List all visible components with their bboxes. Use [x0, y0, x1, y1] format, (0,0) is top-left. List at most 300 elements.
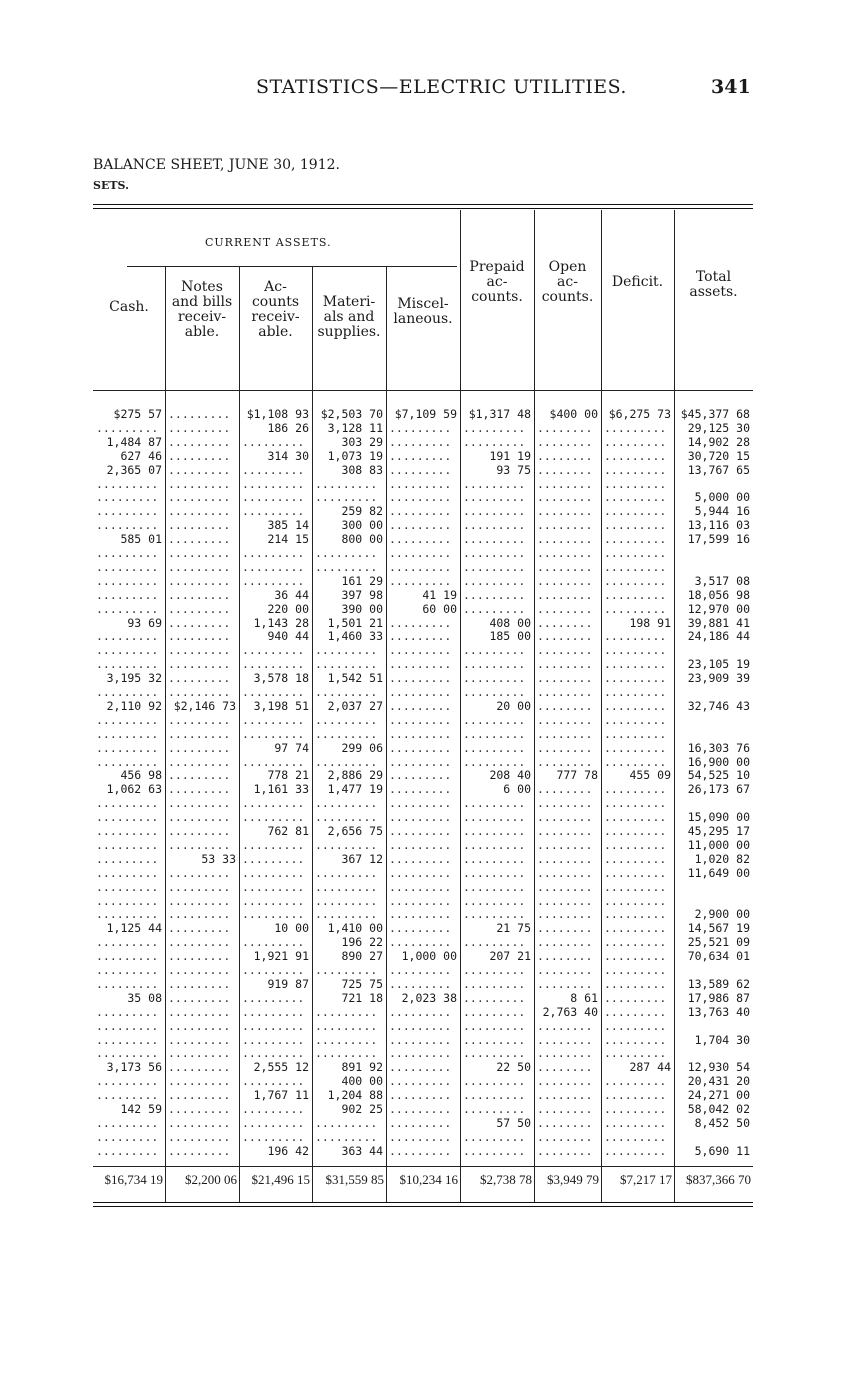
table-cell: 1,484 87: [106, 435, 162, 449]
leader-dots: .........: [168, 727, 231, 741]
leader-dots: .........: [463, 1005, 526, 1019]
leader-dots: .........: [168, 672, 231, 686]
table-cell: 53 33: [201, 852, 236, 866]
total-cell: $16,734 19: [104, 1172, 163, 1187]
table-cell: $2,146 73: [173, 699, 236, 713]
table-title: BALANCE SHEET, JUNE 30, 1912.: [93, 157, 340, 173]
leader-dots: .........: [463, 713, 526, 727]
bottom-rule-inner: [93, 1206, 753, 1207]
table-cell: 367 12: [341, 852, 383, 866]
leader-dots: .........: [96, 894, 159, 908]
leader-dots: ........: [537, 491, 593, 505]
leader-dots: .........: [389, 755, 452, 769]
table-cell: 191 19: [489, 449, 531, 463]
table-cell: 22 50: [496, 1061, 531, 1075]
table-cell: 208 40: [489, 769, 531, 783]
table-cell: 17,986 87: [687, 991, 750, 1005]
leader-dots: .........: [96, 574, 159, 588]
leader-dots: .........: [463, 908, 526, 922]
leader-dots: .........: [96, 825, 159, 838]
leader-dots: .........: [96, 866, 159, 880]
leader-dots: .........: [242, 880, 305, 894]
table-cell: 777 78: [556, 769, 598, 783]
leader-dots: .........: [389, 1116, 452, 1130]
leader-dots: .........: [242, 936, 305, 950]
table-cell: 13,116 03: [687, 519, 750, 533]
leader-dots: ........: [537, 574, 593, 588]
page-header: [0, 76, 867, 106]
group-header-current-assets: CURRENT ASSETS.: [205, 236, 332, 249]
leader-dots: .........: [604, 672, 667, 686]
leader-dots: .........: [96, 727, 159, 741]
leader-dots: .........: [604, 686, 667, 699]
total-cell: $2,200 06: [185, 1172, 237, 1187]
table-cell: 3,198 51: [253, 699, 309, 713]
leader-dots: .........: [168, 769, 231, 783]
total-cell: $837,366 70: [686, 1172, 751, 1187]
leader-dots: .........: [96, 1075, 159, 1089]
table-cell: 21 75: [496, 922, 531, 936]
bottom-rule: [93, 1202, 753, 1203]
table-cell: 3,173 56: [106, 1061, 162, 1075]
leader-dots: ........: [537, 1061, 593, 1075]
leader-dots: .........: [604, 421, 667, 435]
table-cell: 185 00: [489, 630, 531, 644]
leader-dots: .........: [604, 964, 667, 977]
leader-dots: ........: [537, 741, 593, 755]
leader-dots: .........: [96, 547, 159, 560]
leader-dots: .........: [242, 727, 305, 741]
leader-dots: .........: [96, 811, 159, 825]
leader-dots: .........: [96, 977, 159, 991]
table-cell: 60 00: [422, 602, 457, 616]
leader-dots: .........: [389, 686, 452, 699]
leader-dots: .........: [389, 463, 452, 477]
table-cell: 11,649 00: [687, 866, 750, 880]
leader-dots: .........: [389, 560, 452, 574]
leader-dots: .........: [389, 741, 452, 755]
leader-dots: .........: [168, 630, 231, 644]
leader-dots: .........: [463, 644, 526, 658]
leader-dots: .........: [604, 1047, 667, 1061]
table-cell: 2,555 12: [253, 1061, 309, 1075]
table-cell: 2,886 29: [327, 769, 383, 783]
leader-dots: .........: [389, 547, 452, 560]
table-cell: 8,452 50: [694, 1116, 750, 1130]
column-separator: [460, 210, 461, 1202]
totals-row: [93, 1172, 753, 1188]
leader-dots: .........: [242, 1005, 305, 1019]
leader-dots: .........: [168, 588, 231, 602]
table-cell: 97 74: [274, 741, 309, 755]
leader-dots: ........: [537, 505, 593, 519]
leader-dots: .........: [604, 449, 667, 463]
leader-dots: .........: [96, 560, 159, 574]
leader-dots: .........: [242, 755, 305, 769]
leader-dots: .........: [389, 1130, 452, 1144]
leader-dots: .........: [389, 449, 452, 463]
leader-dots: .........: [242, 560, 305, 574]
leader-dots: .........: [604, 880, 667, 894]
leader-dots: .........: [242, 1075, 305, 1089]
leader-dots: .........: [96, 964, 159, 977]
leader-dots: .........: [463, 686, 526, 699]
leader-dots: ........: [537, 727, 593, 741]
table-cell: 161 29: [341, 574, 383, 588]
table-cell: 385 14: [267, 519, 309, 533]
column-header: Prepaid ac-counts.: [469, 259, 525, 305]
table-cell: 2,110 92: [106, 699, 162, 713]
leader-dots: ........: [537, 908, 593, 922]
table-cell: 214 15: [267, 533, 309, 547]
leader-dots: .........: [168, 463, 231, 477]
table-cell: 1,704 30: [694, 1033, 750, 1047]
leader-dots: .........: [168, 713, 231, 727]
leader-dots: .........: [96, 1144, 159, 1158]
leader-dots: .........: [168, 894, 231, 908]
leader-dots: .........: [389, 936, 452, 950]
leader-dots: ........: [537, 880, 593, 894]
leader-dots: .........: [604, 866, 667, 880]
leader-dots: .........: [168, 505, 231, 519]
leader-dots: ........: [537, 477, 593, 491]
table-cell: 26,173 67: [687, 783, 750, 797]
table-cell: 11,000 00: [687, 838, 750, 852]
table-cell: 408 00: [489, 616, 531, 630]
leader-dots: .........: [242, 991, 305, 1005]
column-separator: [674, 210, 675, 1202]
leader-dots: .........: [242, 477, 305, 491]
leader-dots: .........: [168, 1005, 231, 1019]
leader-dots: .........: [604, 1144, 667, 1158]
table-cell: 196 42: [267, 1144, 309, 1158]
leader-dots: .........: [389, 866, 452, 880]
leader-dots: ........: [537, 672, 593, 686]
leader-dots: .........: [168, 491, 231, 505]
leader-dots: .........: [463, 894, 526, 908]
column-separator: [534, 210, 535, 1202]
leader-dots: .........: [389, 1033, 452, 1047]
leader-dots: ........: [537, 811, 593, 825]
leader-dots: .........: [463, 741, 526, 755]
table-cell: 23,105 19: [687, 658, 750, 672]
leader-dots: .........: [604, 533, 667, 547]
leader-dots: .........: [168, 950, 231, 964]
leader-dots: .........: [96, 421, 159, 435]
leader-dots: .........: [96, 1116, 159, 1130]
table-cell: 2,763 40: [542, 1005, 598, 1019]
table-cell: 1,125 44: [106, 922, 162, 936]
leader-dots: ........: [537, 463, 593, 477]
leader-dots: .........: [242, 1130, 305, 1144]
leader-dots: .........: [389, 477, 452, 491]
leader-dots: .........: [168, 616, 231, 630]
table-cell: 2,023 38: [401, 991, 457, 1005]
leader-dots: .........: [463, 1033, 526, 1047]
leader-dots: .........: [604, 644, 667, 658]
leader-dots: ........: [537, 977, 593, 991]
leader-dots: .........: [96, 658, 159, 672]
leader-dots: .........: [96, 838, 159, 852]
table-cell: 456 98: [120, 769, 162, 783]
leader-dots: .........: [463, 866, 526, 880]
table-cell: 778 21: [267, 769, 309, 783]
leader-dots: ........: [537, 936, 593, 950]
leader-dots: .........: [604, 477, 667, 491]
leader-dots: .........: [463, 602, 526, 616]
leader-dots: .........: [389, 797, 452, 811]
leader-dots: .........: [242, 686, 305, 699]
leader-dots: .........: [96, 630, 159, 644]
leader-dots: .........: [315, 880, 378, 894]
leader-dots: .........: [463, 1130, 526, 1144]
table-cell: 940 44: [267, 630, 309, 644]
table-cell: 1,460 33: [327, 630, 383, 644]
table-cell: 2,656 75: [327, 825, 383, 838]
table-cell: 363 44: [341, 1144, 383, 1158]
leader-dots: .........: [463, 491, 526, 505]
leader-dots: ........: [537, 1130, 593, 1144]
header-bottom-rule: [93, 390, 753, 391]
leader-dots: ........: [537, 560, 593, 574]
leader-dots: .........: [96, 1047, 159, 1061]
leader-dots: ........: [537, 783, 593, 797]
leader-dots: .........: [463, 560, 526, 574]
leader-dots: ........: [537, 435, 593, 449]
leader-dots: .........: [242, 435, 305, 449]
leader-dots: .........: [604, 755, 667, 769]
leader-dots: .........: [242, 852, 305, 866]
leader-dots: .........: [389, 644, 452, 658]
leader-dots: .........: [168, 435, 231, 449]
leader-dots: .........: [389, 783, 452, 797]
table-cell: $7,109 59: [394, 408, 457, 421]
leader-dots: .........: [96, 741, 159, 755]
leader-dots: .........: [242, 866, 305, 880]
leader-dots: .........: [389, 977, 452, 991]
column-header: Notes and bills receiv-able.: [171, 279, 233, 340]
leader-dots: .........: [389, 922, 452, 936]
table-cell: 725 75: [341, 977, 383, 991]
table-cell: 32,746 43: [687, 699, 750, 713]
running-title: STATISTICS—ELECTRIC UTILITIES.: [256, 76, 627, 98]
table-cell: 24,271 00: [687, 1089, 750, 1103]
table-cell: 1,073 19: [327, 449, 383, 463]
column-header: Total assets.: [689, 269, 738, 300]
leader-dots: .........: [168, 560, 231, 574]
leader-dots: .........: [463, 825, 526, 838]
leader-dots: .........: [389, 658, 452, 672]
table-cell: 54,525 10: [687, 769, 750, 783]
leader-dots: ........: [537, 616, 593, 630]
leader-dots: ........: [537, 825, 593, 838]
leader-dots: .........: [315, 644, 378, 658]
table-cell: 890 27: [341, 950, 383, 964]
column-header: Open ac-counts.: [541, 259, 594, 305]
leader-dots: ........: [537, 449, 593, 463]
leader-dots: ........: [537, 1116, 593, 1130]
table-cell: 39,881 41: [687, 616, 750, 630]
leader-dots: .........: [463, 574, 526, 588]
leader-dots: ........: [537, 1047, 593, 1061]
leader-dots: .........: [315, 811, 378, 825]
leader-dots: .........: [463, 435, 526, 449]
table-cell: 585 01: [120, 533, 162, 547]
leader-dots: .........: [389, 1047, 452, 1061]
leader-dots: .........: [168, 866, 231, 880]
leader-dots: .........: [604, 797, 667, 811]
table-cell: 35 08: [127, 991, 162, 1005]
leader-dots: .........: [242, 658, 305, 672]
leader-dots: .........: [389, 880, 452, 894]
leader-dots: .........: [604, 838, 667, 852]
leader-dots: .........: [604, 1103, 667, 1116]
leader-dots: .........: [604, 1089, 667, 1103]
leader-dots: .........: [242, 463, 305, 477]
leader-dots: .........: [168, 574, 231, 588]
leader-dots: ........: [537, 894, 593, 908]
leader-dots: .........: [389, 852, 452, 866]
leader-dots: .........: [463, 1075, 526, 1089]
leader-dots: .........: [463, 727, 526, 741]
table-cell: 10 00: [274, 922, 309, 936]
leader-dots: ........: [537, 533, 593, 547]
leader-dots: .........: [96, 588, 159, 602]
top-rule-inner: [93, 208, 753, 209]
leader-dots: .........: [96, 491, 159, 505]
leader-dots: .........: [315, 1005, 378, 1019]
leader-dots: .........: [463, 811, 526, 825]
leader-dots: ........: [537, 852, 593, 866]
table-cell: 36 44: [274, 588, 309, 602]
table-cell: 2,037 27: [327, 699, 383, 713]
leader-dots: .........: [168, 838, 231, 852]
leader-dots: ........: [537, 922, 593, 936]
leader-dots: ........: [537, 1089, 593, 1103]
column-separator: [165, 266, 166, 1202]
leader-dots: .........: [463, 880, 526, 894]
leader-dots: .........: [96, 519, 159, 533]
leader-dots: .........: [315, 1033, 378, 1047]
table-cell: 30,720 15: [687, 449, 750, 463]
leader-dots: .........: [242, 1103, 305, 1116]
table-cell: 5,690 11: [694, 1144, 750, 1158]
leader-dots: .........: [242, 1116, 305, 1130]
leader-dots: .........: [389, 435, 452, 449]
group-underline: [127, 266, 457, 267]
leader-dots: .........: [242, 644, 305, 658]
leader-dots: .........: [463, 505, 526, 519]
leader-dots: .........: [604, 908, 667, 922]
column-header: Cash.: [109, 299, 149, 315]
table-cell: 1,161 33: [253, 783, 309, 797]
leader-dots: .........: [96, 908, 159, 922]
leader-dots: .........: [389, 519, 452, 533]
page-number: 341: [711, 76, 751, 98]
leader-dots: .........: [315, 866, 378, 880]
leader-dots: .........: [168, 1047, 231, 1061]
leader-dots: .........: [242, 964, 305, 977]
table-cell: 2,365 07: [106, 463, 162, 477]
table-cell: 397 98: [341, 588, 383, 602]
table-cell: 16,900 00: [687, 755, 750, 769]
table-cell: 1,410 00: [327, 922, 383, 936]
leader-dots: .........: [604, 977, 667, 991]
leader-dots: .........: [604, 560, 667, 574]
leader-dots: .........: [168, 1061, 231, 1075]
leader-dots: .........: [463, 421, 526, 435]
leader-dots: .........: [168, 741, 231, 755]
leader-dots: .........: [389, 1019, 452, 1033]
leader-dots: .........: [168, 783, 231, 797]
table-cell: 919 87: [267, 977, 309, 991]
table-cell: 20 00: [496, 699, 531, 713]
leader-dots: .........: [389, 1005, 452, 1019]
table-cell: 58,042 02: [687, 1103, 750, 1116]
table-cell: 891 92: [341, 1061, 383, 1075]
table-cell: 17,599 16: [687, 533, 750, 547]
leader-dots: .........: [604, 950, 667, 964]
leader-dots: .........: [242, 811, 305, 825]
leader-dots: .........: [96, 852, 159, 866]
table-cell: 1,204 88: [327, 1089, 383, 1103]
leader-dots: .........: [604, 713, 667, 727]
leader-dots: .........: [168, 658, 231, 672]
leader-dots: .........: [315, 1130, 378, 1144]
leader-dots: ........: [537, 1103, 593, 1116]
table-cell: 12,930 54: [687, 1061, 750, 1075]
leader-dots: .........: [463, 658, 526, 672]
leader-dots: .........: [168, 1103, 231, 1116]
table-cell: 25,521 09: [687, 936, 750, 950]
table-cell: 5,944 16: [694, 505, 750, 519]
leader-dots: .........: [96, 797, 159, 811]
leader-dots: ........: [537, 630, 593, 644]
leader-dots: .........: [315, 894, 378, 908]
leader-dots: .........: [96, 602, 159, 616]
leader-dots: .........: [463, 991, 526, 1005]
leader-dots: .........: [168, 880, 231, 894]
leader-dots: .........: [389, 1089, 452, 1103]
total-cell: $2,738 78: [480, 1172, 532, 1187]
table-cell: 45,295 17: [687, 825, 750, 838]
leader-dots: ........: [537, 602, 593, 616]
table-cell: 142 59: [120, 1103, 162, 1116]
table-cell: 5,000 00: [694, 491, 750, 505]
leader-dots: .........: [389, 727, 452, 741]
table-cell: 800 00: [341, 533, 383, 547]
table-cell: $400 00: [549, 408, 598, 421]
table-cell: 1,000 00: [401, 950, 457, 964]
leader-dots: .........: [463, 1089, 526, 1103]
leader-dots: .........: [604, 825, 667, 838]
leader-dots: ........: [537, 964, 593, 977]
leader-dots: .........: [96, 477, 159, 491]
leader-dots: .........: [463, 936, 526, 950]
leader-dots: .........: [389, 699, 452, 713]
leader-dots: .........: [242, 547, 305, 560]
table-cell: 6 00: [503, 783, 531, 797]
table-cell: 303 29: [341, 435, 383, 449]
leader-dots: .........: [96, 880, 159, 894]
table-cell: 196 22: [341, 936, 383, 950]
leader-dots: .........: [604, 463, 667, 477]
leader-dots: .........: [315, 1116, 378, 1130]
leader-dots: .........: [168, 991, 231, 1005]
leader-dots: .........: [168, 519, 231, 533]
table-cell: 721 18: [341, 991, 383, 1005]
leader-dots: .........: [96, 713, 159, 727]
